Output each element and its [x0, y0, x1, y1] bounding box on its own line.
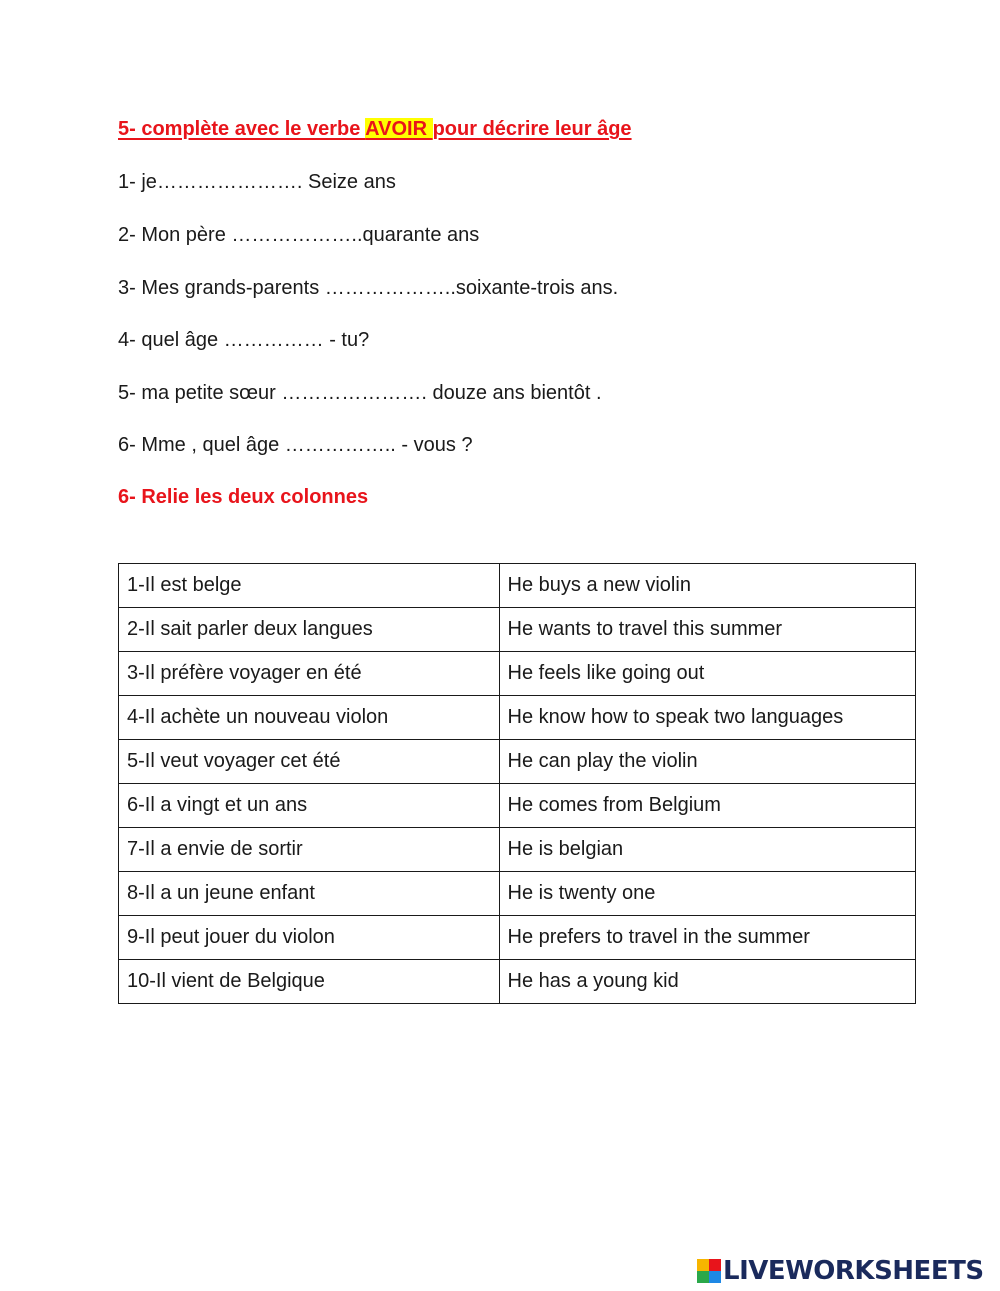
french-cell: 9-Il peut jouer du violon	[119, 916, 500, 960]
french-cell: 3-Il préfère voyager en été	[119, 652, 500, 696]
exercise-5-title	[118, 118, 632, 141]
logo-text: LIVEWORKSHEETS	[723, 1256, 984, 1286]
french-cell: 2-Il sait parler deux langues	[119, 608, 500, 652]
french-cell: 6-Il a vingt et un ans	[119, 784, 500, 828]
french-cell: 1-Il est belge	[119, 564, 500, 608]
exercise-5-line-1: 1- je…………………. Seize ans	[118, 171, 396, 193]
exercise-5-line-4: 4- quel âge …………… - tu?	[118, 329, 370, 351]
table-row	[119, 916, 916, 960]
table-row	[119, 960, 916, 1004]
french-cell: 8-Il a un jeune enfant	[119, 872, 500, 916]
table-row	[119, 784, 916, 828]
exercise-5-title-highlight: AVOIR	[365, 118, 433, 140]
table-row	[119, 608, 916, 652]
english-cell: He know how to speak two languages	[499, 696, 915, 740]
table-row	[119, 564, 916, 608]
english-cell: He has a young kid	[499, 960, 915, 1004]
table-row	[119, 740, 916, 784]
exercise-5-line-3: 3- Mes grands-parents ………………..soixante-trois ans.	[118, 277, 619, 299]
liveworksheets-logo	[697, 1254, 984, 1288]
exercise-5-line-2: 2- Mon père ………………..quarante ans	[118, 224, 480, 246]
english-cell: He prefers to travel in the summer	[499, 916, 915, 960]
english-cell: He can play the violin	[499, 740, 915, 784]
exercise-5-line-5: 5- ma petite sœur …………………. douze ans bientôt .	[118, 382, 602, 404]
exercise-5-line-6: 6- Mme , quel âge …………….. - vous ?	[118, 434, 473, 456]
english-cell: He feels like going out	[499, 652, 915, 696]
exercise-5-title-end: pour décrire leur âge	[432, 118, 632, 140]
french-cell: 5-Il veut voyager cet été	[119, 740, 500, 784]
liveworksheets-logo-icon	[697, 1259, 721, 1283]
table-row	[119, 696, 916, 740]
french-cell: 4-Il achète un nouveau violon	[119, 696, 500, 740]
table-row	[119, 872, 916, 916]
english-cell: He is twenty one	[499, 872, 915, 916]
english-cell: He comes from Belgium	[499, 784, 915, 828]
english-cell: He buys a new violin	[499, 564, 915, 608]
french-cell: 10-Il vient de Belgique	[119, 960, 500, 1004]
english-cell: He is belgian	[499, 828, 915, 872]
english-cell: He wants to travel this summer	[499, 608, 915, 652]
matching-table	[118, 563, 916, 1004]
table-row	[119, 652, 916, 696]
table-row	[119, 828, 916, 872]
french-cell: 7-Il a envie de sortir	[119, 828, 500, 872]
exercise-6-title: 6- Relie les deux colonnes	[118, 486, 369, 508]
exercise-5-title-start: 5- complète avec le verbe	[118, 118, 366, 140]
